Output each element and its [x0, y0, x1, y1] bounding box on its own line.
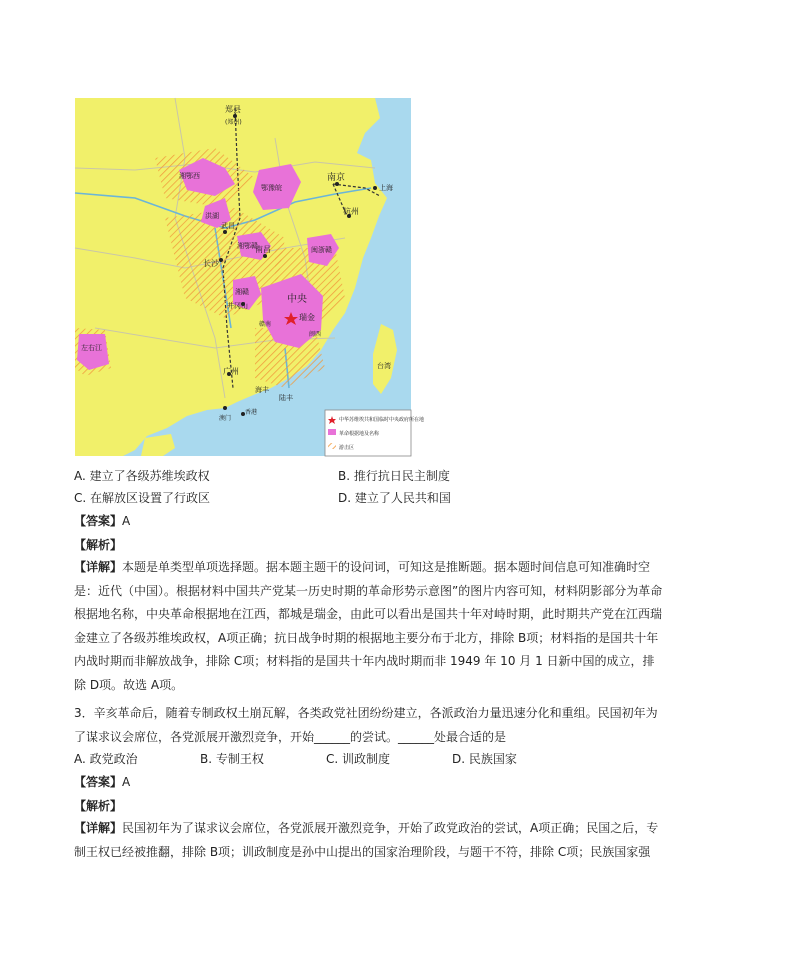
label-minzhe: 闽浙赣	[311, 246, 332, 254]
q2-analysis-tag: 【解析】	[74, 538, 123, 552]
label-xianggang: 香港	[245, 409, 258, 416]
label-xiangejin: 湘鄂赣	[237, 242, 258, 250]
q3-analysis-tag: 【解析】	[74, 799, 123, 813]
q2-option-c: C. 在解放区设置了行政区	[74, 491, 211, 505]
q2-answer-value: A	[122, 514, 131, 528]
q3-answer	[74, 773, 130, 791]
label-lufeng: 陆丰	[279, 394, 293, 402]
label-xiangexi: 湘鄂西	[179, 172, 200, 180]
label-eyuwan: 鄂豫皖	[261, 184, 282, 192]
revolution-situation-map	[75, 98, 425, 456]
q3-detail-label: 【详解】	[74, 821, 123, 835]
legend-item-capital: 中华苏维埃共和国临时中央政府所在地	[339, 417, 425, 423]
label-shanghai: 上海	[379, 184, 393, 192]
label-zhongyang: 中央	[287, 294, 307, 305]
q3-analysis-label	[74, 797, 122, 815]
q2-option-a: A. 建立了各级苏维埃政权	[74, 469, 210, 483]
label-honghu: 洪湖	[205, 212, 219, 220]
q2-option-b: B. 推行抗日民主制度	[338, 469, 450, 483]
label-changsha: 长沙	[203, 259, 219, 268]
legend-item-guerrilla: 游击区	[339, 445, 355, 451]
label-jinggangshan: 井冈山	[227, 302, 248, 310]
q3-detail	[74, 817, 664, 864]
label-zhengzhou-sub: (郑州)	[225, 119, 242, 126]
q2-answer-label: 【答案】	[74, 514, 123, 528]
label-aomen: 澳门	[219, 415, 232, 422]
legend-item-base: 革命根据地及名称	[339, 431, 380, 437]
label-nanjing: 南京	[327, 173, 346, 183]
label-haifeng: 海丰	[255, 386, 269, 394]
q3-detail-text: 民国初年为了谋求议会席位，各党派展开激烈竞争，开始了政党政治的尝试，A项正确；民国之后，专制王权已经被推翻，排除 B项；训政制度是孙中山提出的国家治理阶段，与题干不符，排除 C项；民族国家强	[74, 821, 659, 859]
label-wuchang: 武昌	[221, 222, 235, 230]
q2-option-d: D. 建立了人民共和国	[338, 491, 451, 505]
label-xianggan: 湘赣	[235, 288, 249, 296]
q2-analysis-label	[74, 536, 122, 554]
label-zhengzhou: 郑县	[225, 105, 241, 114]
label-zuoyoujiang: 左右江	[81, 344, 102, 352]
label-guangzhou: 广州	[223, 367, 239, 376]
q2-answer	[74, 512, 130, 530]
q2-detail	[74, 556, 664, 697]
label-ruijin: 瑞金	[299, 313, 315, 322]
q3-option-b: B. 专制王权	[200, 752, 264, 766]
q3-option-c: C. 训政制度	[326, 752, 391, 766]
q3-option-d: D. 民族国家	[452, 752, 517, 766]
label-gannan: 赣南	[259, 321, 272, 328]
label-taiwan: 台湾	[377, 362, 391, 370]
label-nanchang: 南昌	[255, 245, 271, 254]
label-minxi: 闽西	[309, 331, 322, 338]
map-legend	[325, 410, 424, 456]
label-hangzhou: 杭州	[343, 207, 359, 216]
q3-answer-label: 【答案】	[74, 775, 123, 789]
q2-detail-text: 本题是单类型单项选择题。据本题主题干的设问词，可知这是推断题。据本题时间信息可知准确时空是：近代（中国）。根据材料中国共产党某一历史时期的革命形势示意图”的图片内容可知，材料阴影部分为革命根据地名称，中央革命根据地在江西，都城是瑞金，由此可以看出是国共十年对峙时期，此时期共产党在江西瑞金建立了各级苏维埃政权，A项正确；抗日战争时期的根据地主要分布于北方，排除 B项；材料指的是国共十年内战时期而非解放战争，排除 C项；材料指的是国共十年内战时期而非 1949 年 10 月 1 日新中国的成立，排除 D项。故选 A项。	[74, 560, 663, 692]
q2-detail-label: 【详解】	[74, 560, 123, 574]
q3-answer-value: A	[122, 775, 131, 789]
q3-option-a: A. 政党政治	[74, 752, 138, 766]
q3-stem: 3．辛亥革命后，随着专制政权土崩瓦解，各类政党社团纷纷建立，各派政治力量迅速分化和重组。民国初年为了谋求议会席位，各党派展开激烈竞争，开始______的尝试。______处最合适的是	[74, 706, 658, 744]
